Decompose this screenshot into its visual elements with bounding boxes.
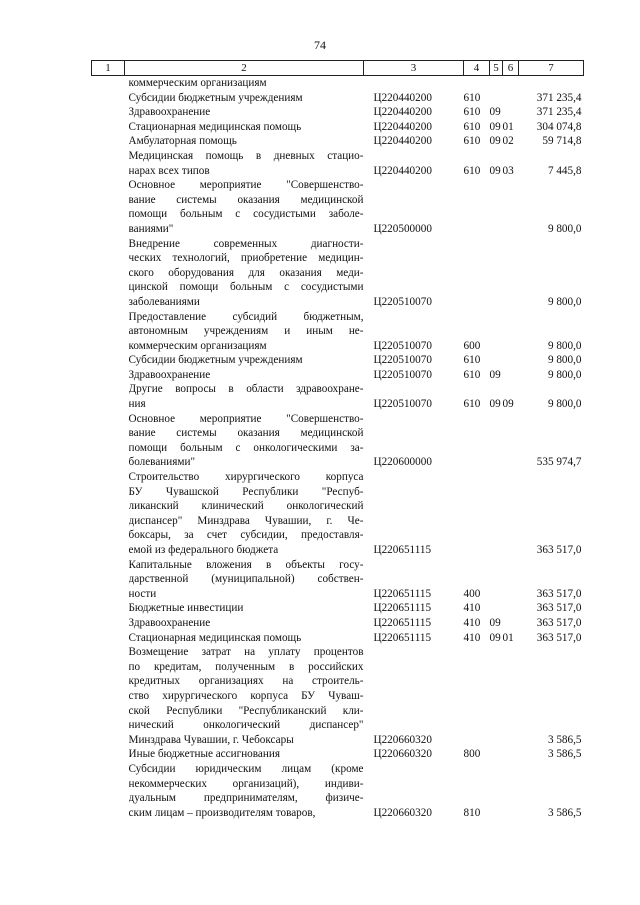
column-header-3: 3 [364,61,464,76]
row-name-line: ния [128,398,146,411]
table-row [92,105,584,120]
table-row [92,747,584,762]
row-section [490,645,503,747]
row-subsection [503,645,519,747]
row-expense-type: 610 [463,354,481,367]
row-expense-type: 610 [463,368,481,381]
row-expense-type: 800 [463,748,481,761]
row-name-line: ским лицам – производителям товаров, [128,806,316,819]
row-name-line: Субсидии бюджетным учреждениям [128,91,303,104]
row-section: 09 [489,135,501,148]
row-code: Ц220660320 [373,806,432,819]
row-name-cell [125,470,364,558]
column-header-1: 1 [92,61,125,76]
row-name-cell [125,134,364,149]
row-name-line: емой из федерального бюджета [128,544,279,556]
row-section [490,76,503,91]
row-subsection [503,178,519,236]
row-code: Ц220651115 [373,587,432,600]
row-name-line: Строительство хирургического корпуса [128,471,364,484]
row-name-line: коммерческим организациям [128,77,267,89]
table-row [92,149,584,178]
row-name-line: Здравоохранение [128,368,211,381]
row-name-cell [125,558,364,602]
row-name-line: Основное мероприятие "Совершенство- [128,412,364,425]
row-blank-cell [92,368,125,383]
row-section: 09 [489,106,501,119]
row-name-line: коммерческим организациям [128,339,267,352]
row-section [490,353,503,368]
row-code: Ц220440200 [373,164,432,177]
table-row [92,382,584,411]
row-name-line: ности [128,587,157,600]
row-subsection [503,470,519,558]
table-row [92,412,584,470]
row-expense-type: 610 [463,398,481,411]
row-name-cell [125,762,364,820]
row-name-line: Стационарная медицинская помощь [128,120,302,133]
row-name-cell [125,91,364,106]
row-name-line: некоммерческих организаций), индиви- [128,777,364,790]
row-expense-type: 610 [463,120,481,133]
row-expense-type [464,470,490,558]
row-name-line: Основное мероприятие "Совершенство- [128,179,364,192]
row-name-line: автономным учреждениям и иным не- [128,325,364,338]
column-header-5: 5 [490,61,503,76]
row-blank-cell [92,631,125,646]
row-section [490,310,503,354]
row-expense-type: 600 [463,339,481,352]
row-subsection: 01 [502,120,514,133]
row-name-line: Иные бюджетные ассигнования [128,748,280,761]
row-expense-type: 410 [463,631,481,644]
row-section [490,747,503,762]
row-blank-cell [92,558,125,602]
row-code: Ц220510070 [373,339,432,352]
row-name-cell [125,237,364,310]
table-row [92,76,584,91]
row-name-line: вание системы оказания медицинской [128,427,364,440]
row-section: 09 [489,398,501,411]
row-name-line: ческих технологий, приобретение медицин- [128,252,364,265]
row-amount: 363 517,0 [536,544,582,556]
row-amount: 3 586,5 [547,748,582,761]
row-amount: 59 714,8 [542,135,582,148]
row-name-cell [125,601,364,616]
row-blank-cell [92,149,125,178]
row-code [364,76,464,91]
row-blank-cell [92,237,125,310]
row-amount: 3 586,5 [547,733,582,746]
row-amount: 363 517,0 [536,602,582,615]
row-code: Ц220651115 [373,544,432,556]
row-name-line: ство хирургического корпуса БУ Чуваш- [128,689,364,702]
row-amount: 9 800,0 [547,295,582,308]
row-name-line: ского оборудования для оказания меди- [128,266,364,279]
row-name-line: Возмещение затрат на уплату процентов [128,646,364,659]
row-blank-cell [92,76,125,91]
row-code: Ц220600000 [373,456,432,469]
row-blank-cell [92,310,125,354]
row-section: 09 [489,120,501,133]
row-subsection [503,747,519,762]
table-row [92,91,584,106]
row-expense-type: 400 [463,587,481,600]
row-blank-cell [92,382,125,411]
row-name-line: Здравоохранение [128,106,211,119]
row-expense-type [464,76,490,91]
row-name-line: Предоставление субсидий бюджетным, [128,310,364,323]
row-name-line: заболеваниями [128,295,200,308]
row-subsection [503,237,519,310]
table-row [92,645,584,747]
row-name-cell [125,149,364,178]
row-name-line: Субсидии бюджетным учреждениям [128,354,303,367]
row-subsection: 03 [502,164,514,177]
row-blank-cell [92,91,125,106]
row-code: Ц220510070 [373,354,432,367]
row-name-cell [125,616,364,631]
row-name-line: болеваниями" [128,456,196,469]
row-amount: 371 235,4 [536,91,582,104]
row-name-line: Медицинская помощь в дневных стацио- [128,149,364,162]
row-code: Ц220660320 [373,733,432,746]
row-section: 09 [489,368,501,381]
row-name-line: вание системы оказания медицинской [128,193,364,206]
row-expense-type: 610 [463,106,481,119]
row-blank-cell [92,134,125,149]
row-name-line: диспансер" Минздрава Чувашии, г. Че- [128,514,364,527]
row-subsection [503,353,519,368]
row-section: 09 [489,616,501,629]
row-code: Ц220440200 [373,91,432,104]
row-name-line: дуальным предпринимателям, физиче- [128,792,364,805]
row-blank-cell [92,747,125,762]
row-subsection [503,105,519,120]
row-section [490,237,503,310]
row-subsection: 01 [502,631,514,644]
row-amount: 9 800,0 [547,368,582,381]
row-blank-cell [92,645,125,747]
row-name-line: цинской помощи больным с сосудистыми [128,281,364,294]
row-code: Ц220440200 [373,135,432,148]
row-section: 09 [489,631,501,644]
row-blank-cell [92,353,125,368]
table-row [92,616,584,631]
row-subsection [503,616,519,631]
table-header-row [92,61,584,76]
row-subsection [503,412,519,470]
row-blank-cell [92,178,125,236]
row-name-line: помощи больным с онкологическими за- [128,441,364,454]
row-name-cell [125,105,364,120]
row-expense-type: 410 [463,616,481,629]
column-header-2: 2 [125,61,364,76]
row-name-line: Минздрава Чувашии, г. Чебоксары [128,733,294,746]
row-expense-type [464,645,490,747]
column-header-4: 4 [464,61,490,76]
row-amount: 363 517,0 [536,587,582,600]
page-number: 74 [314,38,326,52]
row-name-line: Капитальные вложения в объекты госу- [128,558,364,571]
row-section [490,412,503,470]
row-name-cell [125,631,364,646]
row-name-cell [125,412,364,470]
row-amount: 363 517,0 [536,616,582,629]
row-expense-type: 610 [463,164,481,177]
row-name-line: Субсидии юридическим лицам (кроме [128,762,364,775]
row-name-cell [125,178,364,236]
row-subsection [503,558,519,602]
row-name-line: ваниями" [128,222,174,235]
row-name-line: ской Республики "Республиканский кли- [128,704,364,717]
row-name-line: боксары, за счет субсидии, предоставля- [128,529,364,542]
row-subsection [503,368,519,383]
table-row [92,762,584,820]
table-body [92,76,584,821]
row-code: Ц220440200 [373,106,432,119]
row-expense-type: 610 [463,135,481,148]
row-name-line: Внедрение современных диагности- [128,237,364,250]
row-subsection: 09 [502,398,514,411]
row-subsection [503,76,519,91]
table-row [92,631,584,646]
row-blank-cell [92,762,125,820]
row-name-line: нический онкологический диспансер" [128,719,364,732]
row-expense-type [464,237,490,310]
row-code: Ц220651115 [373,631,432,644]
row-name-line: нарах всех типов [128,164,210,177]
column-header-7: 7 [519,61,584,76]
row-code: Ц220660320 [373,748,432,761]
row-name-cell [125,120,364,135]
row-subsection [503,310,519,354]
row-name-line: помощи больным с сосудистыми заболе- [128,208,364,221]
column-header-6: 6 [503,61,519,76]
table-row [92,178,584,236]
row-amount: 535 974,7 [536,456,582,469]
row-name-cell [125,353,364,368]
row-name-line: кредитных организациях на строитель- [128,675,364,688]
row-name-line: Амбулаторная помощь [128,135,237,148]
row-amount: 3 586,5 [547,806,582,819]
row-name-cell [125,747,364,762]
table-row [92,134,584,149]
row-name-line: Стационарная медицинская помощь [128,631,302,644]
table-row [92,120,584,135]
row-amount [519,76,584,91]
row-name-line: дарственной (муниципальной) собствен- [128,573,364,586]
row-amount: 9 800,0 [547,339,582,352]
row-amount: 371 235,4 [536,106,582,119]
row-code: Ц220440200 [373,120,432,133]
row-expense-type: 610 [463,91,481,104]
row-amount: 304 074,8 [536,120,582,133]
row-code: Ц220510070 [373,368,432,381]
row-amount: 7 445,8 [547,164,582,177]
row-amount: 9 800,0 [547,398,582,411]
row-expense-type [464,412,490,470]
table-row [92,368,584,383]
row-section [490,91,503,106]
row-blank-cell [92,412,125,470]
row-section [490,470,503,558]
row-expense-type: 410 [463,602,481,615]
row-subsection [503,91,519,106]
row-code: Ц220651115 [373,616,432,629]
row-amount: 363 517,0 [536,631,582,644]
row-code: Ц220510070 [373,398,432,411]
row-subsection [503,762,519,820]
row-subsection: 02 [502,135,514,148]
row-blank-cell [92,601,125,616]
row-subsection [503,601,519,616]
table-row [92,310,584,354]
row-blank-cell [92,105,125,120]
row-name-cell [125,382,364,411]
row-code: Ц220651115 [373,602,432,615]
row-name-cell [125,76,364,91]
row-amount: 9 800,0 [547,354,582,367]
row-section [490,601,503,616]
row-name-cell [125,368,364,383]
row-name-line: Здравоохранение [128,616,211,629]
row-amount: 9 800,0 [547,222,582,235]
row-code: Ц220500000 [373,222,432,235]
row-name-line: Бюджетные инвестиции [128,602,244,615]
row-code: Ц220510070 [373,295,432,308]
row-name-cell [125,310,364,354]
row-name-line: ликанский клинический онкологический [128,500,364,513]
row-section [490,178,503,236]
row-blank-cell [92,616,125,631]
row-blank-cell [92,120,125,135]
row-section [490,762,503,820]
budget-table [91,60,584,820]
row-name-line: Другие вопросы в области здравоохране- [128,383,364,396]
row-expense-type: 810 [463,806,481,819]
row-name-cell [125,645,364,747]
table-row [92,470,584,558]
row-expense-type [464,178,490,236]
row-section: 09 [489,164,501,177]
row-section [490,558,503,602]
row-blank-cell [92,470,125,558]
table-row [92,353,584,368]
row-name-line: по кредитам, полученным в российских [128,660,364,673]
table-row [92,558,584,602]
table-row [92,601,584,616]
table-row [92,237,584,310]
row-name-line: БУ Чувашской Республики "Респуб- [128,485,364,498]
